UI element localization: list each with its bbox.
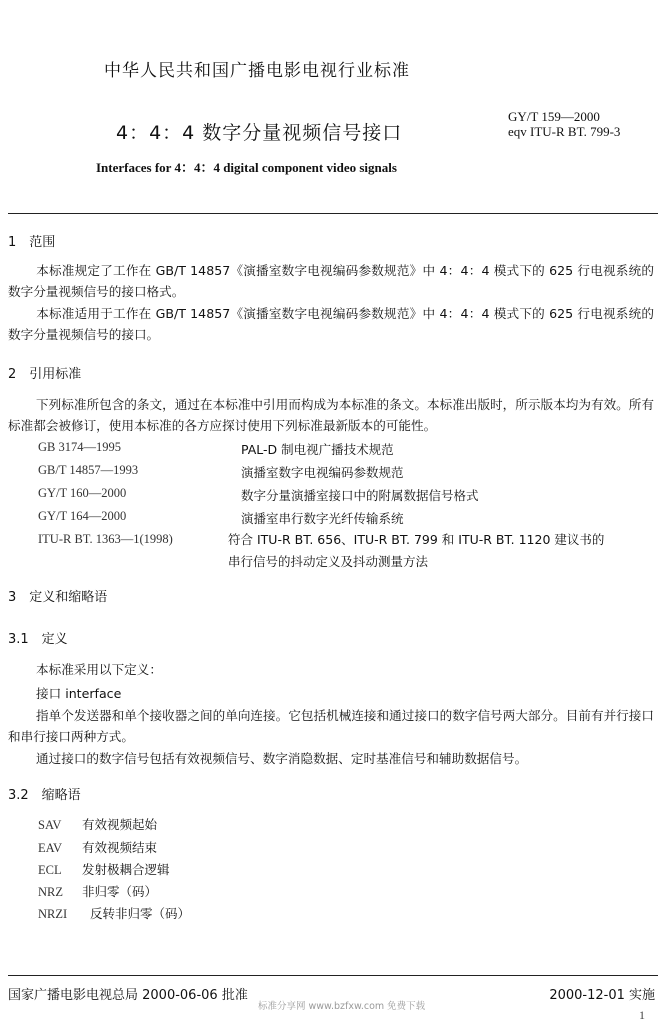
reference-title: 符合 ITU-R BT. 656、ITU-R BT. 799 和 ITU-R BT. 1120 建议书的 [228, 532, 605, 547]
section-3-heading: 3 定义和缩略语 [8, 590, 108, 605]
section-2-paragraph-text: 下列标准所包含的条文，通过在本标准中引用而构成为本标准的条文。本标准出版时，所示版本均为有效。所有标准都会被修订，使用本标准的各方应探讨使用下列标准最新版本的可能性。 [8, 397, 654, 433]
definition-term: 接口 interface [36, 686, 122, 701]
reference-code: GY/T 164—2000 [38, 509, 127, 523]
approval-line: 国家广播电影电视总局 2000-06-06 批准 [8, 988, 248, 1003]
section-3-1-heading: 3.1 定义 [8, 632, 68, 647]
section-1-paragraph-1-text: 本标准规定了工作在 GB/T 14857《演播室数字电视编码参数规范》中 4：4：4 模式下的 625 行电视系统的数字分量视频信号的接口格式。 [8, 263, 654, 299]
abbreviation-code: NRZ [38, 885, 63, 899]
document-title: 4：4：4 数字分量视频信号接口 [116, 122, 403, 144]
section-1-paragraph-2 [8, 303, 654, 345]
definition-note-text: 通过接口的数字信号包括有效视频信号、数字消隐数据、定时基准信号和辅助数据信号。 [36, 751, 528, 766]
abbreviation-meaning: 有效视频起始 [82, 817, 158, 832]
section-1-heading: 1 范围 [8, 235, 56, 250]
reference-code: ITU-R BT. 1363—1(1998) [38, 532, 173, 546]
abbreviation-meaning: 发射极耦合逻辑 [82, 862, 170, 877]
definition-text-body: 指单个发送器和单个接收器之间的单向连接。它包括机械连接和通过接口的数字信号两大部分。目前有并行接口和串行接口两种方式。 [8, 708, 654, 744]
section-1-paragraph-2-text: 本标准适用于工作在 GB/T 14857《演播室数字电视编码参数规范》中 4：4：4 模式下的 625 行电视系统的数字分量视频信号的接口。 [8, 306, 654, 342]
reference-title-continued: 串行信号的抖动定义及抖动测量方法 [228, 554, 429, 569]
section-3-2-heading: 3.2 缩略语 [8, 788, 81, 803]
abbreviation-code: SAV [38, 818, 62, 832]
footer-divider [8, 975, 658, 976]
section-1-paragraph-1 [8, 260, 654, 302]
abbreviation-meaning: 反转非归零（码） [90, 906, 191, 921]
section-2-heading: 2 引用标准 [8, 367, 82, 382]
reference-code: GB 3174—1995 [38, 440, 121, 454]
reference-title: 演播室串行数字光纤传输系统 [241, 511, 404, 526]
header-divider [8, 213, 658, 214]
definition-note [8, 748, 654, 769]
abbreviation-code: EAV [38, 841, 63, 855]
reference-code: GY/T 160—2000 [38, 486, 127, 500]
watermark: 标准分享网 www.bzfxw.com 免费下载 [258, 1001, 426, 1012]
abbreviation-row [38, 860, 170, 878]
page-number: 1 [639, 1008, 645, 1022]
abbreviation-meaning: 非归零（码） [82, 884, 158, 899]
definition-intro: 本标准采用以下定义： [36, 662, 162, 677]
standard-code: GY/T 159—2000 [508, 109, 600, 124]
abbreviation-row [38, 838, 157, 856]
definition-text [8, 705, 654, 747]
standard-code-block [508, 109, 620, 139]
reference-title: PAL-D 制电视广播技术规范 [241, 442, 394, 457]
reference-title: 演播室数字电视编码参数规范 [241, 465, 404, 480]
abbreviation-code: ECL [38, 863, 62, 877]
abbreviation-row [38, 904, 190, 922]
effective-date: 2000-12-01 实施 [549, 988, 655, 1003]
abbreviation-row [38, 815, 157, 833]
english-title: Interfaces for 4：4：4 digital component video signals [96, 160, 397, 175]
abbreviation-row [38, 882, 157, 900]
reference-title: 数字分量演播室接口中的附属数据信号格式 [241, 488, 479, 503]
abbreviation-code: NRZI [38, 907, 68, 921]
abbreviation-meaning: 有效视频结束 [82, 840, 158, 855]
standard-category-title: 中华人民共和国广播电影电视行业标准 [104, 61, 410, 81]
section-2-paragraph [8, 394, 654, 436]
reference-code: GB/T 14857—1993 [38, 463, 139, 477]
equivalent-standard: eqv ITU-R BT. 799-3 [508, 124, 621, 139]
